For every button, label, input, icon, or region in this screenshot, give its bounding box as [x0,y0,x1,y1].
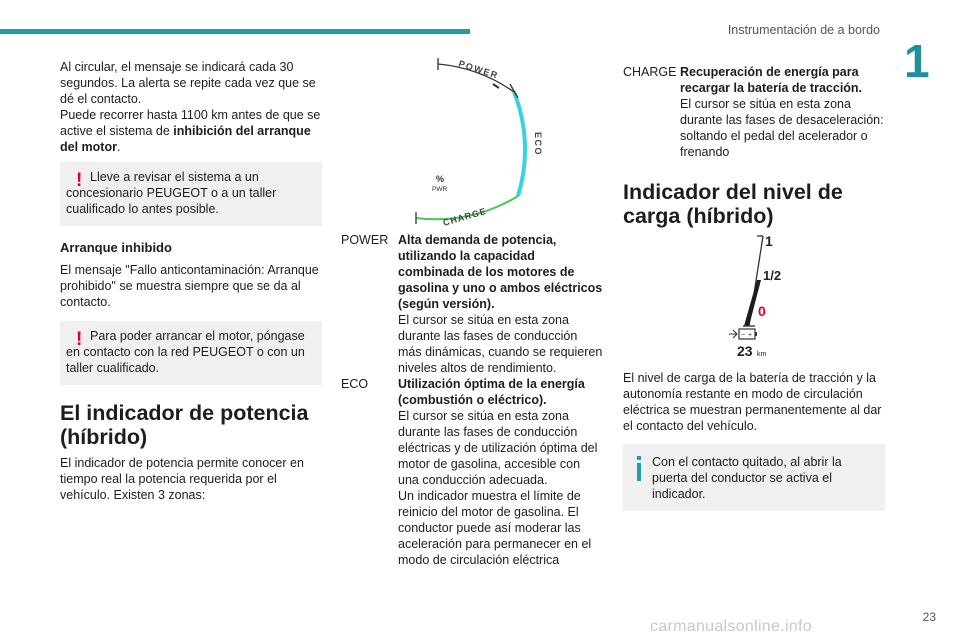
column-right [623,64,885,228]
eco-zone-arc [514,92,525,196]
info-box [623,444,885,511]
header-accent-bar [0,29,470,34]
gauge-label-charge: CHARGE [441,205,488,228]
column-right-lower [623,370,885,511]
plug-arrow-icon [729,330,737,338]
battery-terminal-icon [755,332,757,336]
definition-charge [623,64,885,160]
page-number: 23 [922,610,936,624]
warning-text: Lleve a revisar el sistema a un concesionario PEUGEOT o a un taller cualificado lo antes posible. [66,170,277,216]
warning-box [60,321,322,385]
watermark: carmanualsonline.info [650,618,812,635]
charge-level-illustration [727,230,797,360]
warning-box [60,162,322,226]
level-label-full: 1 [765,233,773,249]
definition-power [341,232,603,376]
level-label-zero: 0 [758,303,766,319]
level-label-half: 1/2 [763,268,782,283]
definition-text: El cursor se sitúa en esta zona durante las fases de conducción más dinámicas, cuando se requieren niveles altos de rendimiento. [398,313,603,375]
warning-text: Para poder arrancar el motor, póngase en contacto con la red PEUGEOT o con un taller cualificado. [66,329,305,375]
definition-eco [341,376,603,568]
range-value: 23 [737,343,753,359]
range-unit: km [757,351,767,358]
info-icon [637,456,641,481]
column-middle [341,232,603,568]
info-text: Con el contacto quitado, al abrir la puerta del conductor se activa el indicador. [652,455,842,501]
power-gauge-illustration [396,48,556,228]
inhibit-paragraph: El mensaje "Fallo anticontaminación: Arranque prohibido" se muestra siempre que se da al contacto. [60,263,319,309]
level-paragraph: El nivel de carga de la batería de tracción y la autonomía restante en modo de circulación eléctrica se muestran permanentemente al dar el contacto del vehículo. [623,371,882,433]
warning-icon: ! [76,329,83,350]
chapter-number: 1 [904,35,930,87]
gauge-pwr-label: PWR [432,186,448,193]
gauge-percent-symbol: % [436,174,445,184]
battery-minus-sign: − [741,332,746,339]
section-heading: Indicador del nivel de carga (híbrido) [623,180,843,228]
section-heading: El indicador de potencia (híbrido) [60,401,309,449]
range-paragraph: Puede recorrer hasta 1100 km antes de que se active el sistema de inhibición del arranque del motor. [60,108,321,154]
definition-text: El cursor se sitúa en esta zona durante las fases de desaceleración: soltando el pedal del acelerador o frenando [680,97,884,159]
definition-text: El cursor se sitúa en esta zona durante las fases de conducción eléctricas y de utilización óptima del motor de gasolina, accesible con una conducción adecuada. [398,409,598,487]
power-intro-paragraph: El indicador de potencia permite conocer en tiempo real la potencia requerida por el vehículo. Existen 3 zonas: [60,456,304,502]
definition-term: CHARGE [623,65,677,79]
definition-term: POWER [341,233,389,247]
definition-bold: Utilización óptima de la energía (combustión o eléctrico). [398,377,585,407]
definition-term: ECO [341,377,369,391]
warning-icon: ! [76,170,83,191]
gauge-label-power: POWER [457,58,500,81]
intro-paragraph: Al circular, el mensaje se indicará cada 30 segundos. La alerta se repite cada vez que se dé el contacto. [60,60,316,106]
definition-bold: Alta demanda de potencia, utilizando la capacidad combinada de los motores de gasolina y uno o ambos eléctricos (según versión). [398,233,603,311]
battery-plus-sign: + [748,332,753,339]
subheading: Arranque inhibido [60,240,172,255]
gauge-needle-icon [493,84,499,88]
definition-bold: Recuperación de energía para recargar la batería de tracción. [680,65,863,95]
definition-text: Un indicador muestra el límite de reinicio del motor de gasolina. El conductor puede así moderar las aceleración para permanecer en el modo de circulación eléctrica [398,489,592,567]
column-left [60,59,322,503]
section-title: Instrumentación de a bordo [727,23,880,37]
gauge-label-eco: ECO [533,132,543,157]
